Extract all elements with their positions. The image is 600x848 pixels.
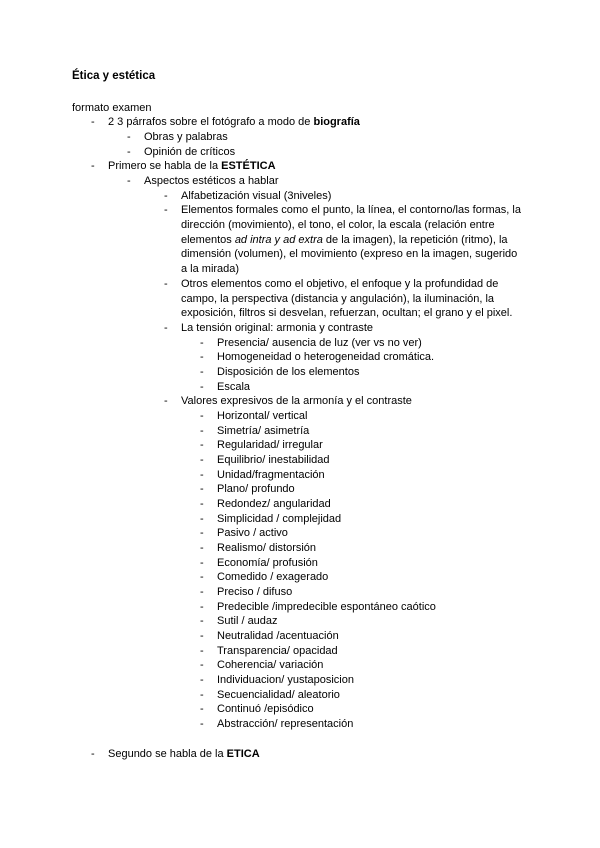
list-item: Individuacion/ yustaposicion bbox=[217, 673, 354, 686]
bullet-dash: - bbox=[200, 468, 204, 481]
list-item: Economía/ profusión bbox=[217, 556, 318, 569]
list-item-formales-line: Elementos formales como el punto, la línea, el contorno/las formas, la bbox=[181, 204, 521, 216]
item-text: Segundo se habla de la bbox=[108, 748, 227, 760]
bullet-dash: - bbox=[200, 410, 204, 422]
bullet-dash: - bbox=[200, 644, 204, 657]
bullet-dash: - bbox=[91, 748, 95, 760]
bullet-dash: - bbox=[200, 483, 204, 496]
list-item-otros-line: exposición, filtros si desvelan, refuerzan, ocultan; el grano y el pixel. bbox=[181, 307, 513, 319]
item-text: elementos bbox=[181, 234, 235, 246]
list-item: Transparencia/ opacidad bbox=[217, 644, 338, 657]
list-item-estetica bbox=[108, 159, 276, 174]
subtitle: formato examen bbox=[72, 102, 152, 114]
bullet-dash: - bbox=[200, 351, 204, 363]
list-item-valores: Valores expresivos de la armonía y el contraste bbox=[181, 395, 412, 407]
list-item-formales-line: dimensión (volumen), el movimiento (expreso en la imagen, sugerido bbox=[181, 248, 518, 260]
bullet-dash: - bbox=[200, 498, 204, 510]
bullet-dash: - bbox=[164, 204, 168, 216]
list-item-alfabetizacion: Alfabetización visual (3niveles) bbox=[181, 190, 332, 202]
list-item: Preciso / difuso bbox=[217, 585, 293, 598]
bullet-dash: - bbox=[200, 673, 204, 686]
list-item: Pasivo / activo bbox=[217, 527, 288, 540]
item-text: de la imagen), la repetición (ritmo), la bbox=[322, 234, 508, 246]
bullet-dash: - bbox=[200, 454, 204, 466]
list-item: Coherencia/ variación bbox=[217, 659, 324, 672]
list-item-otros-line: Otros elementos como el objetivo, el enfoque y la profundidad de bbox=[181, 278, 499, 290]
list-item-formales-line bbox=[181, 233, 508, 248]
bullet-dash: - bbox=[127, 131, 131, 143]
bullet-dash: - bbox=[200, 600, 204, 613]
list-item-formales-line: a la mirada) bbox=[181, 263, 240, 275]
bullet-dash: - bbox=[200, 703, 204, 716]
list-item: Secuencialidad/ aleatorio bbox=[217, 688, 340, 701]
list-item-etica bbox=[108, 747, 260, 762]
list-item: Predecible /impredecible espontáneo caótico bbox=[217, 600, 436, 613]
item-italic-text: ad intra y ad extra bbox=[234, 234, 323, 246]
bullet-dash: - bbox=[164, 278, 168, 290]
list-item: Redondez/ angularidad bbox=[217, 498, 331, 510]
list-item: Equilibrio/ inestabilidad bbox=[217, 454, 330, 466]
bullet-dash: - bbox=[200, 439, 204, 452]
list-item: Continuó /episódico bbox=[217, 703, 314, 716]
item-bold-text: ESTÉTICA bbox=[221, 160, 276, 172]
list-item-aspectos: Aspectos estéticos a hablar bbox=[144, 175, 279, 187]
bullet-dash: - bbox=[200, 585, 204, 598]
bullet-dash: - bbox=[200, 615, 204, 628]
list-item: Presencia/ ausencia de luz (ver vs no ver) bbox=[217, 337, 422, 349]
list-item: Escala bbox=[217, 381, 251, 393]
bullet-dash: - bbox=[200, 527, 204, 540]
bullet-dash: - bbox=[200, 337, 204, 349]
list-item: Homogeneidad o heterogeneidad cromática. bbox=[217, 351, 435, 363]
page-title: Ética y estética bbox=[72, 70, 156, 82]
list-item: Simetría/ asimetría bbox=[217, 424, 310, 437]
bullet-dash: - bbox=[127, 175, 131, 187]
list-item: Realismo/ distorsión bbox=[217, 541, 317, 554]
bullet-dash: - bbox=[200, 541, 204, 554]
list-item: Unidad/fragmentación bbox=[217, 468, 325, 481]
list-item: Abstracción/ representación bbox=[217, 717, 354, 730]
bullet-dash: - bbox=[164, 395, 168, 407]
list-item: Plano/ profundo bbox=[217, 483, 295, 496]
item-text: 2 3 párrafos sobre el fotógrafo a modo de bbox=[108, 116, 314, 128]
bullet-dash: - bbox=[200, 424, 204, 437]
list-item-otros-line: campo, la perspectiva (distancia y angulación), la iluminación, la bbox=[181, 293, 495, 305]
bullet-dash: - bbox=[200, 629, 204, 642]
bullet-dash: - bbox=[200, 717, 204, 730]
bullet-dash: - bbox=[200, 556, 204, 569]
list-item: Obras y palabras bbox=[144, 131, 228, 143]
list-item-biografia bbox=[108, 115, 360, 130]
bullet-dash: - bbox=[91, 116, 95, 128]
bullet-dash: - bbox=[127, 146, 131, 158]
item-bold-text: ETICA bbox=[226, 748, 260, 760]
bullet-dash: - bbox=[91, 160, 95, 172]
bullet-dash: - bbox=[200, 688, 204, 701]
list-item: Disposición de los elementos bbox=[217, 366, 360, 378]
bullet-dash: - bbox=[200, 512, 204, 525]
bullet-dash: - bbox=[200, 659, 204, 672]
bullet-dash: - bbox=[200, 366, 204, 378]
bullet-dash: - bbox=[164, 190, 168, 202]
list-item: Sutil / audaz bbox=[217, 615, 278, 628]
item-bold-text: biografía bbox=[313, 116, 360, 128]
list-item: Simplicidad / complejidad bbox=[217, 512, 342, 525]
item-text: Primero se habla de la bbox=[108, 160, 222, 172]
list-item-tension: La tensión original: armonia y contraste bbox=[181, 322, 373, 334]
list-item-formales-line: dirección (movimiento), el tono, el color, la escala (relación entre bbox=[181, 219, 495, 231]
list-item: Comedido / exagerado bbox=[217, 571, 329, 584]
bullet-dash: - bbox=[200, 381, 204, 393]
list-item: Opinión de críticos bbox=[144, 146, 236, 158]
list-item: Regularidad/ irregular bbox=[217, 439, 323, 452]
list-item: Horizontal/ vertical bbox=[217, 410, 308, 422]
list-item: Neutralidad /acentuación bbox=[217, 629, 339, 642]
bullet-dash: - bbox=[200, 571, 204, 584]
bullet-dash: - bbox=[164, 322, 168, 334]
